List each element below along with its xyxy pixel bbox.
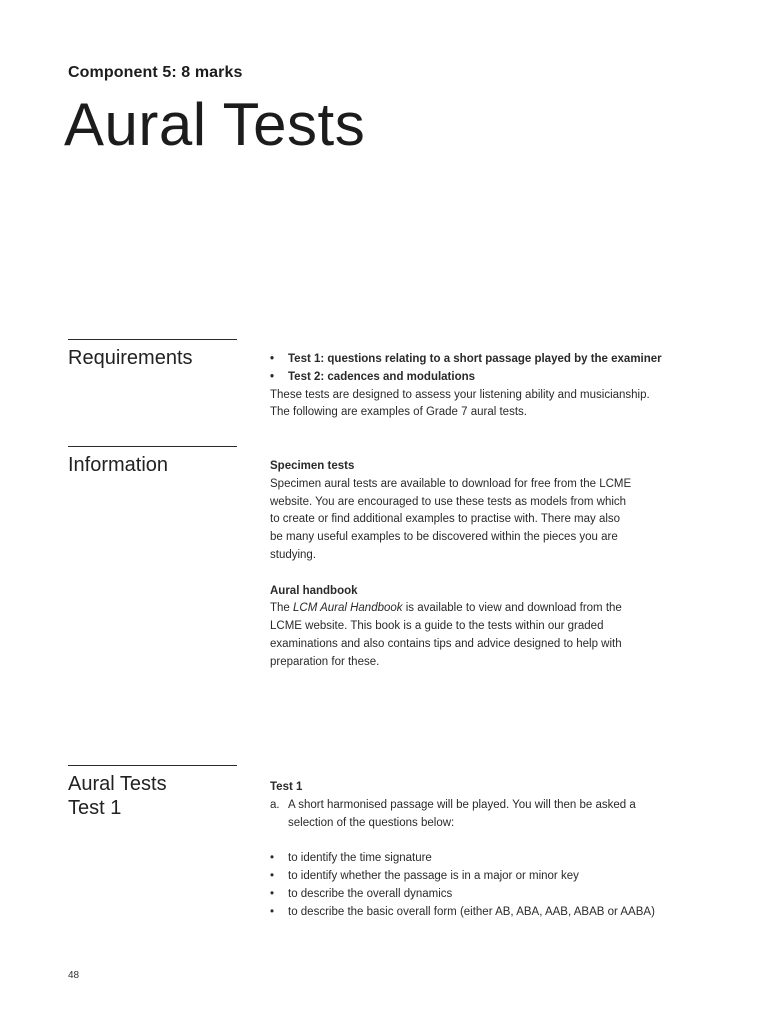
aural-tests-content — [270, 779, 720, 921]
requirements-content — [270, 351, 720, 422]
question-bullet: • to describe the basic overall form (either AB, ABA, AAB, ABAB or AABA) — [270, 904, 720, 922]
specimen-tests-title: Specimen tests — [270, 460, 355, 472]
aural-tests-heading — [68, 772, 167, 820]
requirements-text: The following are examples of Grade 7 aural tests. — [270, 406, 527, 419]
test1-item: a. A short harmonised passage will be played. You will then be asked a selection of the questions below: — [270, 798, 636, 829]
section-divider — [68, 339, 237, 340]
aural-tests-title: Aural Tests — [68, 773, 167, 795]
aural-tests-subtitle: Test 1 — [68, 797, 122, 819]
specimen-text-line: be many useful examples to be discovered within the pieces you are — [270, 531, 618, 544]
information-content — [270, 458, 720, 672]
handbook-text-line: preparation for these. — [270, 655, 380, 668]
requirements-bullet: • Test 1: questions relating to a short passage played by the examiner — [270, 351, 720, 369]
handbook-text-line: examinations and also contains tips and advice designed to help with — [270, 637, 622, 650]
component-label: Component 5: 8 marks — [68, 64, 243, 81]
bullet-icon: • — [270, 905, 275, 918]
question-bullet: • to describe the overall dynamics — [270, 886, 720, 904]
information-heading: Information — [68, 454, 169, 476]
question-bullet: • to identify the time signature — [270, 850, 720, 868]
bullet-icon: • — [270, 869, 275, 882]
specimen-text-line: Specimen aural tests are available to download for free from the LCME — [270, 477, 632, 490]
handbook-text-line: LCME website. This book is a guide to the tests within our graded — [270, 620, 604, 633]
specimen-text-line: studying. — [270, 548, 317, 561]
aural-handbook-title: Aural handbook — [270, 584, 358, 597]
page-title: Aural Tests — [64, 91, 366, 158]
test1-title: Test 1 — [270, 781, 303, 793]
question-bullet: • to identify whether the passage is in a major or minor key — [270, 868, 720, 886]
section-divider — [68, 446, 237, 447]
bullet-icon: • — [270, 353, 275, 365]
requirements-bullet: • Test 2: cadences and modulations — [270, 369, 720, 387]
page-number: 48 — [68, 970, 80, 981]
section-divider — [68, 765, 237, 766]
requirements-text: These tests are designed to assess your listening ability and musicianship. — [270, 388, 650, 401]
specimen-text-line: to create or find additional examples to practise with. There may also — [270, 513, 621, 526]
bullet-icon: • — [270, 887, 275, 900]
item-label: a. — [270, 798, 280, 811]
handbook-book-title: LCM Aural Handbook — [293, 602, 403, 615]
bullet-icon: • — [270, 852, 275, 865]
handbook-text-line: The LCM Aural Handbook is available to view and download from the — [270, 602, 622, 615]
specimen-text-line: website. You are encouraged to use these tests as models from which — [270, 495, 627, 508]
requirements-heading: Requirements — [68, 347, 193, 369]
bullet-icon: • — [270, 370, 275, 383]
